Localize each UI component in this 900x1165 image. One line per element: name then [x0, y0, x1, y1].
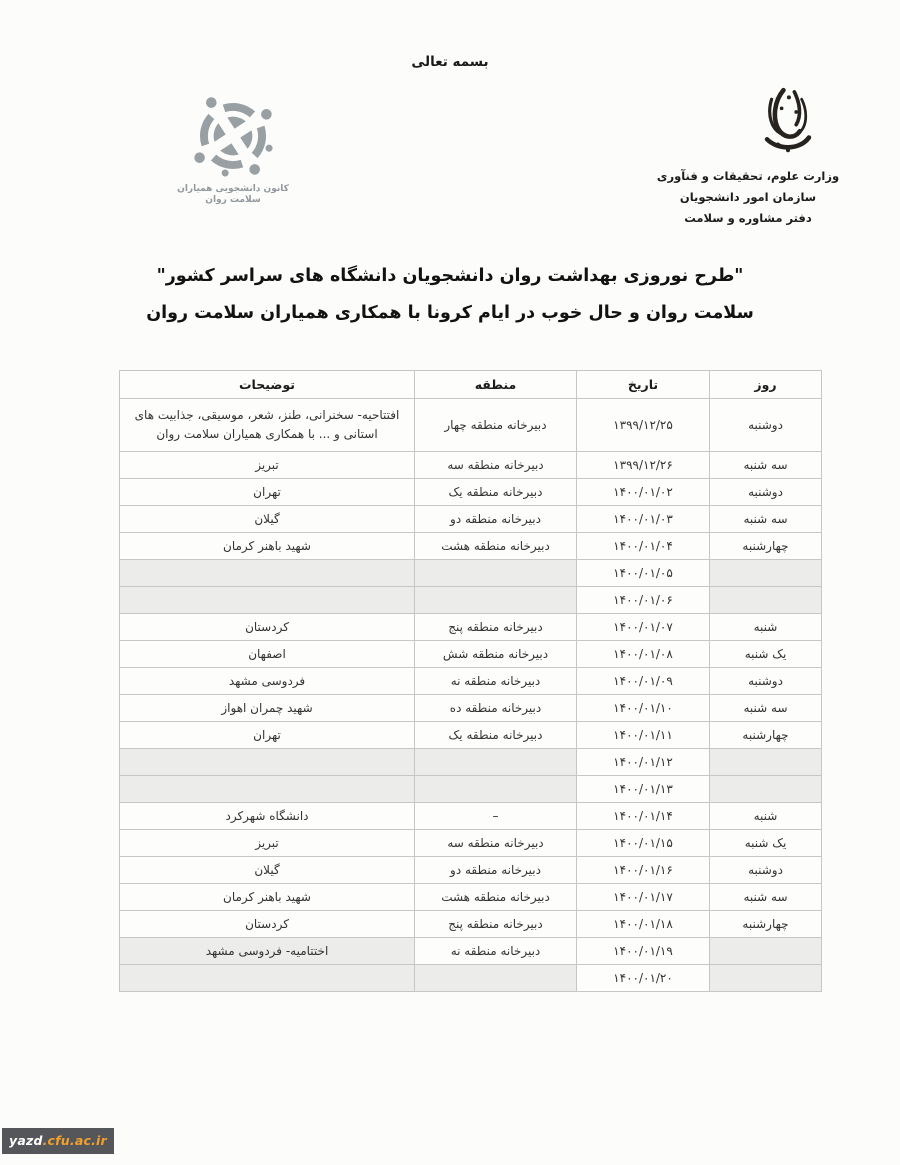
- cell-day: دوشنبه: [710, 668, 822, 695]
- schedule-table-wrapper: [120, 370, 822, 992]
- cell-region: دبیرخانه منطقه هشت: [415, 533, 577, 560]
- cell-notes: اصفهان: [120, 641, 415, 668]
- cell-region: –: [415, 803, 577, 830]
- cell-date: ۱۳۹۹/۱۲/۲۶: [577, 452, 710, 479]
- cell-day: دوشنبه: [710, 479, 822, 506]
- table-row: [120, 506, 822, 533]
- schedule-table: [119, 370, 822, 992]
- cell-date: ۱۴۰۰/۰۱/۱۶: [577, 857, 710, 884]
- table-row: [120, 479, 822, 506]
- cell-day: سه شنبه: [710, 884, 822, 911]
- table-row: [120, 938, 822, 965]
- cell-day: دوشنبه: [710, 399, 822, 452]
- cell-day: سه شنبه: [710, 695, 822, 722]
- cell-region: دبیرخانه منطقه ده: [415, 695, 577, 722]
- cell-day: چهارشنبه: [710, 533, 822, 560]
- cell-region: دبیرخانه منطقه پنج: [415, 614, 577, 641]
- table-row: [120, 749, 822, 776]
- cell-region: دبیرخانه منطقه سه: [415, 830, 577, 857]
- title-line-2: سلامت روان و حال خوب در ایام کرونا با همکاری همیاران سلامت روان: [146, 303, 754, 323]
- mental-health-club-emblem-icon: [187, 92, 279, 180]
- cell-day: یک شنبه: [710, 830, 822, 857]
- cell-notes: شهید باهنر کرمان: [120, 884, 415, 911]
- cell-day: [710, 965, 822, 992]
- cell-date: ۱۴۰۰/۰۱/۱۵: [577, 830, 710, 857]
- organization-line: سازمان امور دانشجویان: [679, 190, 817, 204]
- cell-date: ۱۴۰۰/۰۱/۱۴: [577, 803, 710, 830]
- cell-date: ۱۴۰۰/۰۱/۰۴: [577, 533, 710, 560]
- cell-notes: تبریز: [120, 830, 415, 857]
- col-header-date: تاریخ: [577, 371, 710, 399]
- title-line-1: "طرح نوروزی بهداشت روان دانشجویان دانشگاه های سراسر کشور": [156, 266, 744, 286]
- cell-day: یک شنبه: [710, 641, 822, 668]
- document-title: [0, 258, 900, 332]
- col-header-notes: توضیحات: [120, 371, 415, 399]
- cell-notes: افتتاحیه- سخنرانی، طنز، شعر، موسیقی، جذابیت های استانی و ... با همکاری همیاران سلامت روان: [120, 399, 415, 452]
- cell-notes: [120, 965, 415, 992]
- cell-date: ۱۴۰۰/۰۱/۱۰: [577, 695, 710, 722]
- cell-notes: اختتامیه- فردوسی مشهد: [120, 938, 415, 965]
- cell-date: ۱۳۹۹/۱۲/۲۵: [577, 399, 710, 452]
- cell-day: شنبه: [710, 803, 822, 830]
- table-row: [120, 668, 822, 695]
- table-row: [120, 695, 822, 722]
- table-row: [120, 830, 822, 857]
- cell-region: دبیرخانه منطقه چهار: [415, 399, 577, 452]
- cell-notes: فردوسی مشهد: [120, 668, 415, 695]
- cell-region: دبیرخانه منطقه سه: [415, 452, 577, 479]
- cell-date: ۱۴۰۰/۰۱/۰۲: [577, 479, 710, 506]
- office-line: دفتر مشاوره و سلامت: [684, 211, 812, 225]
- club-caption-line1: کانون دانشجویی همیاران: [177, 184, 289, 194]
- bismillah-text: بسمه تعالی: [411, 54, 489, 70]
- cell-date: ۱۴۰۰/۰۱/۱۸: [577, 911, 710, 938]
- col-header-day: روز: [710, 371, 822, 399]
- cell-notes: [120, 749, 415, 776]
- table-row: [120, 911, 822, 938]
- cell-region: [415, 560, 577, 587]
- cell-notes: [120, 776, 415, 803]
- right-org-block: [618, 86, 878, 229]
- cell-day: [710, 560, 822, 587]
- cell-region: [415, 965, 577, 992]
- cell-notes: [120, 587, 415, 614]
- cell-date: ۱۴۰۰/۰۱/۱۳: [577, 776, 710, 803]
- table-row: [120, 803, 822, 830]
- cell-notes: دانشگاه شهرکرد: [120, 803, 415, 830]
- cell-notes: شهید باهنر کرمان: [120, 533, 415, 560]
- table-row: [120, 533, 822, 560]
- cell-notes: گیلان: [120, 857, 415, 884]
- cell-region: دبیرخانه منطقه شش: [415, 641, 577, 668]
- table-row: [120, 722, 822, 749]
- cell-day: شنبه: [710, 614, 822, 641]
- cell-notes: [120, 560, 415, 587]
- cell-date: ۱۴۰۰/۰۱/۰۸: [577, 641, 710, 668]
- cell-date: ۱۴۰۰/۰۱/۰۵: [577, 560, 710, 587]
- cell-region: دبیرخانه منطقه نه: [415, 938, 577, 965]
- student-affairs-calligraphy-emblem-icon: [747, 86, 829, 158]
- cell-notes: شهید چمران اهواز: [120, 695, 415, 722]
- table-row: [120, 587, 822, 614]
- col-header-region: منطقه: [415, 371, 577, 399]
- cell-date: ۱۴۰۰/۰۱/۰۳: [577, 506, 710, 533]
- cell-notes: گیلان: [120, 506, 415, 533]
- cell-region: دبیرخانه منطقه دو: [415, 506, 577, 533]
- table-row: [120, 884, 822, 911]
- table-row: [120, 857, 822, 884]
- header-row: [120, 371, 822, 399]
- cell-day: سه شنبه: [710, 452, 822, 479]
- table-row: [120, 641, 822, 668]
- cell-region: دبیرخانه منطقه یک: [415, 722, 577, 749]
- cell-date: ۱۴۰۰/۰۱/۰۷: [577, 614, 710, 641]
- cell-region: دبیرخانه منطقه یک: [415, 479, 577, 506]
- cell-notes: تهران: [120, 722, 415, 749]
- table-row: [120, 965, 822, 992]
- site-watermark: [2, 1128, 114, 1154]
- cell-region: [415, 749, 577, 776]
- cell-date: ۱۴۰۰/۰۱/۲۰: [577, 965, 710, 992]
- cell-region: دبیرخانه منطقه دو: [415, 857, 577, 884]
- cell-day: دوشنبه: [710, 857, 822, 884]
- table-row: [120, 614, 822, 641]
- table-row: [120, 452, 822, 479]
- cell-day: سه شنبه: [710, 506, 822, 533]
- cell-region: [415, 776, 577, 803]
- cell-notes: کردستان: [120, 614, 415, 641]
- ministry-line: وزارت علوم، تحقیقات و فنآوری: [656, 169, 840, 183]
- cell-notes: تهران: [120, 479, 415, 506]
- watermark-suffix: .cfu.ac.ir: [42, 1133, 107, 1148]
- cell-day: [710, 776, 822, 803]
- cell-notes: تبریز: [120, 452, 415, 479]
- cell-region: دبیرخانه منطقه نه: [415, 668, 577, 695]
- cell-notes: کردستان: [120, 911, 415, 938]
- cell-date: ۱۴۰۰/۰۱/۰۹: [577, 668, 710, 695]
- table-row: [120, 399, 822, 452]
- cell-date: ۱۴۰۰/۰۱/۱۲: [577, 749, 710, 776]
- left-org-block: [148, 92, 318, 206]
- cell-day: [710, 587, 822, 614]
- cell-date: ۱۴۰۰/۰۱/۱۱: [577, 722, 710, 749]
- table-row: [120, 776, 822, 803]
- cell-day: [710, 749, 822, 776]
- table-row: [120, 560, 822, 587]
- cell-day: [710, 938, 822, 965]
- cell-day: چهارشنبه: [710, 722, 822, 749]
- cell-region: [415, 587, 577, 614]
- cell-date: ۱۴۰۰/۰۱/۱۹: [577, 938, 710, 965]
- cell-date: ۱۴۰۰/۰۱/۰۶: [577, 587, 710, 614]
- club-caption-line2: سلامت روان: [205, 195, 261, 205]
- cell-date: ۱۴۰۰/۰۱/۱۷: [577, 884, 710, 911]
- watermark-prefix: yazd: [9, 1133, 43, 1148]
- cell-region: دبیرخانه منطقه هشت: [415, 884, 577, 911]
- cell-day: چهارشنبه: [710, 911, 822, 938]
- cell-region: دبیرخانه منطقه پنج: [415, 911, 577, 938]
